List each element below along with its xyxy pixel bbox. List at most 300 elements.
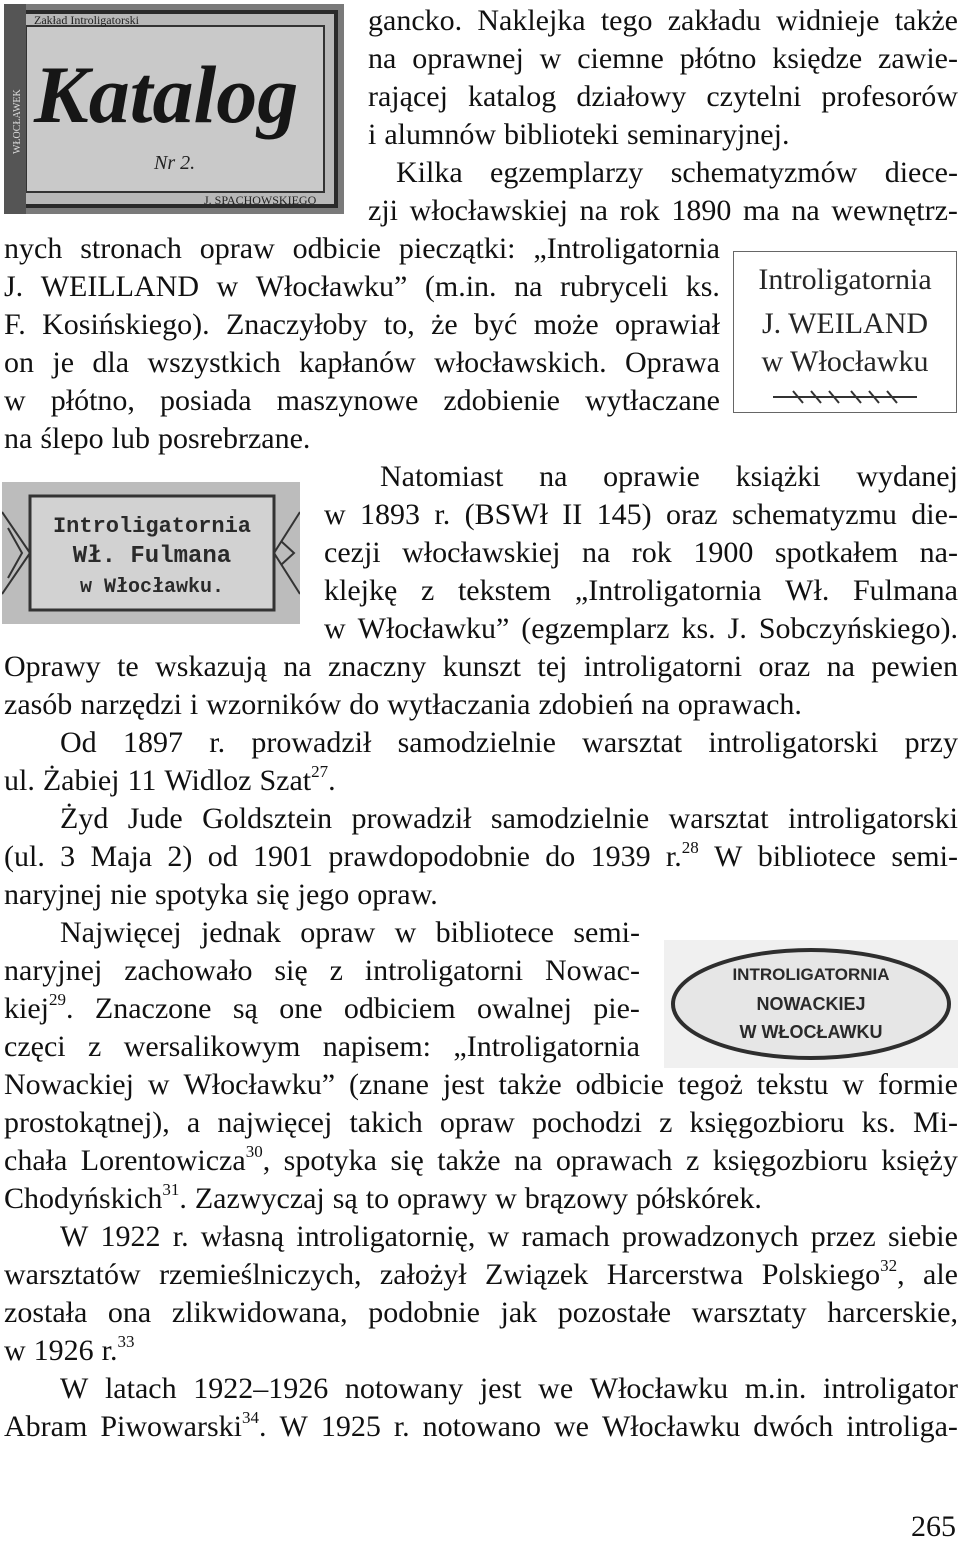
word-group bbox=[283, 648, 311, 686]
word-group bbox=[43, 762, 120, 800]
word: na- bbox=[919, 536, 958, 569]
word-group bbox=[101, 1218, 161, 1256]
word-group bbox=[671, 154, 858, 192]
word-group bbox=[333, 1180, 358, 1218]
word-group bbox=[545, 838, 575, 876]
word-group bbox=[90, 838, 152, 876]
word-group bbox=[593, 990, 640, 1028]
word: czytelni bbox=[706, 80, 802, 113]
word: posiada bbox=[159, 384, 252, 417]
word-group bbox=[501, 1294, 538, 1332]
word-group bbox=[195, 1180, 325, 1218]
text-line bbox=[4, 990, 640, 1028]
word: II bbox=[562, 498, 583, 531]
word-group bbox=[521, 610, 669, 648]
word: przez bbox=[810, 1220, 876, 1253]
word-group bbox=[158, 420, 310, 458]
label-line-1: Introligatornia bbox=[52, 514, 252, 539]
text-line bbox=[4, 420, 720, 458]
word-group bbox=[582, 534, 610, 572]
text-line bbox=[4, 1104, 958, 1142]
word-group bbox=[434, 496, 450, 534]
word: pewien bbox=[871, 650, 958, 683]
word: z bbox=[87, 1030, 102, 1063]
word: oprawnej bbox=[412, 42, 524, 75]
word-group bbox=[324, 610, 346, 648]
word-group bbox=[4, 1180, 187, 1218]
word-group bbox=[108, 1294, 151, 1332]
word-group bbox=[842, 1066, 864, 1104]
word-group bbox=[330, 952, 343, 990]
word: . bbox=[66, 992, 74, 1025]
word-group bbox=[4, 1104, 170, 1142]
word: 1901 bbox=[253, 840, 314, 873]
word-group bbox=[4, 1142, 67, 1180]
word: jednak bbox=[200, 916, 281, 949]
word-group bbox=[785, 572, 829, 610]
word-group bbox=[4, 1294, 87, 1332]
word: a bbox=[186, 1106, 201, 1139]
word-group bbox=[357, 876, 438, 914]
word-group bbox=[575, 572, 762, 610]
word-group bbox=[560, 268, 668, 306]
word-group bbox=[443, 648, 521, 686]
word: została bbox=[4, 1296, 88, 1329]
word-group bbox=[627, 116, 789, 154]
word-group bbox=[4, 268, 23, 306]
stamp-line-1: Introligatornia bbox=[758, 263, 932, 296]
word: notowano bbox=[422, 1410, 541, 1443]
word: 1897 bbox=[122, 726, 183, 759]
word: dla bbox=[92, 346, 130, 379]
word: jest bbox=[479, 1372, 522, 1405]
word-group bbox=[853, 572, 958, 610]
word: pie- bbox=[593, 992, 640, 1025]
word: kiej bbox=[4, 992, 49, 1025]
word-group bbox=[573, 914, 640, 952]
word-group bbox=[736, 458, 821, 496]
text-line bbox=[60, 1218, 958, 1256]
word-group bbox=[124, 952, 252, 990]
word: prowadzonych bbox=[621, 1220, 799, 1253]
text-line bbox=[4, 762, 958, 800]
word-group bbox=[368, 2, 462, 40]
word-group bbox=[625, 344, 720, 382]
word-group bbox=[678, 1066, 743, 1104]
footnote-marker: 29 bbox=[49, 990, 66, 1009]
word: oprawach bbox=[555, 1144, 673, 1177]
word: Włocławku” bbox=[183, 1068, 336, 1101]
word: w bbox=[842, 1068, 865, 1101]
word: w bbox=[539, 42, 562, 75]
word-group bbox=[762, 1256, 905, 1294]
word: , bbox=[897, 1258, 905, 1291]
word-group bbox=[80, 230, 182, 268]
footnote-marker: 32 bbox=[880, 1256, 898, 1275]
word: Sobczyńskiego). bbox=[758, 612, 958, 645]
word-group bbox=[251, 724, 371, 762]
word-group bbox=[4, 1028, 66, 1066]
word: diece- bbox=[884, 156, 958, 189]
word: katalog bbox=[467, 80, 557, 113]
word: r. bbox=[393, 1410, 410, 1443]
word: i bbox=[189, 688, 199, 721]
word: Natomiast bbox=[380, 460, 504, 493]
text-line bbox=[4, 1256, 958, 1294]
text-line bbox=[368, 2, 958, 40]
word-group bbox=[42, 306, 210, 344]
word-group bbox=[757, 1066, 829, 1104]
word-group bbox=[172, 1294, 348, 1332]
word-group bbox=[60, 914, 182, 952]
word-group bbox=[155, 876, 248, 914]
word-group bbox=[821, 78, 958, 116]
stamp-line-1: INTROLIGATORNIA bbox=[732, 965, 890, 984]
word-group bbox=[591, 838, 651, 876]
text-line bbox=[324, 572, 958, 610]
word: zasób bbox=[4, 688, 73, 721]
word: semi- bbox=[891, 840, 958, 873]
word-group bbox=[556, 1142, 673, 1180]
word-group bbox=[480, 1370, 522, 1408]
word-group bbox=[4, 306, 26, 344]
word-group bbox=[686, 268, 720, 306]
word-group bbox=[920, 534, 958, 572]
word: prowadził bbox=[251, 726, 372, 759]
word: pieczątki: bbox=[398, 232, 516, 265]
word-group bbox=[4, 1332, 26, 1370]
word: rok bbox=[631, 536, 672, 569]
word: schematyzmu bbox=[731, 498, 897, 531]
text-line bbox=[4, 1180, 958, 1218]
label-caption-text: Zakład Introligatorski bbox=[34, 13, 139, 27]
word: z bbox=[329, 954, 343, 987]
word-group bbox=[443, 382, 560, 420]
word: prostokątnej), bbox=[4, 1106, 170, 1139]
word-group bbox=[545, 952, 640, 990]
word: die- bbox=[911, 498, 958, 531]
word: działowy bbox=[576, 80, 687, 113]
word-group bbox=[680, 40, 757, 78]
word-group bbox=[811, 1218, 876, 1256]
word: na bbox=[4, 422, 33, 455]
word-group bbox=[390, 1142, 423, 1180]
word: może bbox=[533, 308, 599, 341]
text-line bbox=[60, 914, 640, 952]
footnote-marker: 34 bbox=[241, 1408, 259, 1427]
word: 1890 bbox=[671, 194, 732, 227]
text-line bbox=[324, 610, 958, 648]
word-group bbox=[217, 268, 239, 306]
word-group bbox=[193, 1370, 328, 1408]
word-group bbox=[201, 914, 281, 952]
katalog-label-image bbox=[4, 4, 344, 214]
word: w bbox=[324, 612, 346, 645]
word: bibliotece bbox=[757, 840, 876, 873]
word-group bbox=[396, 154, 463, 192]
word: zdobienie bbox=[443, 384, 560, 417]
word: księży bbox=[881, 1144, 958, 1177]
word-group bbox=[398, 724, 556, 762]
word-group bbox=[437, 1142, 500, 1180]
word: najwięcej bbox=[217, 1106, 333, 1139]
word-group bbox=[201, 1218, 284, 1256]
word: seminaryjnej. bbox=[627, 118, 790, 151]
word-group bbox=[4, 648, 101, 686]
word-group bbox=[678, 686, 802, 724]
word: oraz bbox=[758, 650, 811, 683]
word-group bbox=[490, 154, 643, 192]
word-group bbox=[666, 838, 699, 876]
text-line bbox=[368, 116, 958, 154]
word: ul. bbox=[4, 764, 35, 797]
word: 1926 bbox=[33, 1334, 94, 1367]
word-group bbox=[368, 40, 396, 78]
word: 1925 bbox=[320, 1410, 381, 1443]
word: opraw bbox=[199, 232, 275, 265]
word: Jude bbox=[127, 802, 183, 835]
word: zji bbox=[368, 194, 398, 227]
word: na bbox=[514, 1144, 543, 1177]
word: naryjnej bbox=[4, 878, 103, 911]
word: oprawy bbox=[397, 1182, 488, 1215]
word: opraw bbox=[439, 1106, 515, 1139]
word-group bbox=[324, 572, 397, 610]
word: w bbox=[495, 1182, 517, 1215]
word-group bbox=[620, 192, 660, 230]
word: formie bbox=[877, 1068, 958, 1101]
word: zawie- bbox=[878, 42, 958, 75]
footnote-marker: 27 bbox=[311, 762, 329, 781]
word-group bbox=[514, 268, 542, 306]
word: pochodzi bbox=[531, 1106, 642, 1139]
word: na bbox=[283, 650, 312, 683]
word: bibliotece bbox=[435, 916, 554, 949]
word: Żabiej bbox=[42, 764, 120, 797]
word: semi- bbox=[573, 916, 640, 949]
word-group bbox=[100, 1408, 266, 1446]
word: latach bbox=[104, 1372, 177, 1405]
word-group bbox=[102, 1332, 135, 1370]
word: 1922 bbox=[100, 1220, 161, 1253]
label-maker-text: J. SPACHOWSKIEGO bbox=[204, 193, 317, 207]
label-line-3: w Włocławku. bbox=[79, 576, 225, 599]
word: Piwowarski bbox=[100, 1410, 242, 1443]
text-line bbox=[368, 40, 958, 78]
text-line bbox=[4, 1294, 958, 1332]
word: Wł. bbox=[785, 574, 830, 607]
word: F. bbox=[4, 308, 26, 341]
word-group bbox=[537, 648, 567, 686]
text-line bbox=[368, 78, 958, 116]
word: . bbox=[328, 764, 336, 797]
word: Kosińskiego). bbox=[42, 308, 210, 341]
word: dwóch bbox=[753, 1410, 834, 1443]
word-group bbox=[538, 1370, 573, 1408]
word: we bbox=[538, 1372, 574, 1405]
word-group bbox=[349, 1104, 422, 1142]
word: Widloz bbox=[164, 764, 252, 797]
word: ona bbox=[107, 1296, 152, 1329]
word-group bbox=[554, 1408, 589, 1446]
word: wytłaczania bbox=[387, 688, 531, 721]
word-group bbox=[124, 1028, 301, 1066]
word-group bbox=[514, 1142, 542, 1180]
word: (znane bbox=[349, 1068, 429, 1101]
word: rającej bbox=[368, 80, 448, 113]
word: wewnętrz- bbox=[831, 194, 958, 227]
text-line bbox=[60, 1370, 958, 1408]
word: , bbox=[262, 1144, 271, 1177]
word-group bbox=[4, 1066, 134, 1104]
word-group bbox=[636, 1180, 762, 1218]
word: biblioteki bbox=[504, 118, 619, 151]
word-group bbox=[913, 1104, 958, 1142]
word: harcerskie, bbox=[827, 1296, 958, 1329]
word: kapłanów bbox=[299, 346, 416, 379]
word-group bbox=[743, 192, 780, 230]
text-line bbox=[4, 344, 720, 382]
word-group bbox=[4, 990, 74, 1028]
word: warsztaty bbox=[691, 1296, 807, 1329]
word: brązowy bbox=[524, 1182, 629, 1215]
word-group bbox=[410, 192, 568, 230]
word: wydanej bbox=[856, 460, 958, 493]
text-line bbox=[4, 382, 720, 420]
text-line bbox=[4, 1408, 958, 1446]
word-group bbox=[562, 496, 582, 534]
footnote-marker: 31 bbox=[162, 1180, 180, 1199]
word-group bbox=[274, 952, 307, 990]
word: w bbox=[147, 1068, 170, 1101]
word: Polskiego bbox=[761, 1258, 881, 1291]
word-group bbox=[4, 1256, 141, 1294]
word-group bbox=[183, 1066, 335, 1104]
word: Oprawa bbox=[625, 346, 720, 379]
word-group bbox=[745, 1370, 807, 1408]
word: Nowackiej bbox=[4, 1068, 134, 1101]
word-group bbox=[666, 496, 718, 534]
word: r. bbox=[434, 498, 451, 531]
word: do bbox=[545, 840, 576, 873]
word: notowany bbox=[344, 1372, 464, 1405]
word: tej bbox=[537, 650, 568, 683]
word: 11 bbox=[127, 764, 157, 797]
word-group bbox=[321, 1408, 381, 1446]
word-group bbox=[217, 1104, 332, 1142]
word-group bbox=[693, 534, 753, 572]
text-line bbox=[60, 724, 958, 762]
word: z bbox=[420, 574, 435, 607]
text-line bbox=[4, 838, 958, 876]
word-group bbox=[668, 2, 761, 40]
word: Abram bbox=[4, 1410, 88, 1443]
word-group bbox=[160, 382, 252, 420]
word: oprawiał bbox=[614, 308, 720, 341]
text-line bbox=[324, 496, 958, 534]
word: introligatorski bbox=[787, 802, 958, 835]
word: Związek bbox=[484, 1258, 589, 1291]
word-group bbox=[522, 1218, 610, 1256]
word: Szat bbox=[259, 764, 312, 797]
word-group bbox=[923, 1256, 958, 1294]
word: zlikwidowana, bbox=[171, 1296, 348, 1329]
text-line bbox=[4, 686, 958, 724]
word-group bbox=[585, 382, 720, 420]
word-group bbox=[368, 116, 376, 154]
word-group bbox=[190, 686, 198, 724]
word: 1893 bbox=[360, 498, 421, 531]
word-group bbox=[846, 1408, 958, 1446]
text-line bbox=[4, 876, 958, 914]
text-line bbox=[380, 458, 958, 496]
word-group bbox=[532, 1104, 642, 1142]
word-group bbox=[324, 496, 346, 534]
word: Fulmana bbox=[852, 574, 958, 607]
word: posrebrzane. bbox=[158, 422, 311, 455]
text-line bbox=[4, 1332, 958, 1370]
word-group bbox=[187, 1104, 200, 1142]
word: także bbox=[437, 1144, 501, 1177]
word: płótno bbox=[679, 42, 757, 75]
word: Najwięcej bbox=[60, 916, 182, 949]
word-group bbox=[827, 1294, 958, 1332]
word: podobnie bbox=[368, 1296, 480, 1329]
word-group bbox=[117, 648, 139, 686]
word: Kilka bbox=[396, 156, 463, 189]
word: ma bbox=[742, 194, 780, 227]
word-group bbox=[458, 572, 551, 610]
word: spotyka bbox=[154, 878, 249, 911]
word-group bbox=[52, 344, 74, 382]
word: się bbox=[390, 1144, 424, 1177]
text-line bbox=[4, 230, 720, 268]
word: „Introligatornia bbox=[533, 232, 720, 265]
word-group bbox=[607, 1256, 744, 1294]
word: spotkałem bbox=[774, 536, 899, 569]
word: opraw. bbox=[357, 878, 438, 911]
word: . bbox=[258, 1410, 267, 1443]
word-group bbox=[776, 2, 879, 40]
word-group bbox=[4, 230, 62, 268]
word: być bbox=[474, 308, 518, 341]
word-group bbox=[380, 1256, 467, 1294]
word-group bbox=[576, 1066, 664, 1104]
word-group bbox=[256, 268, 408, 306]
footnote-marker: 28 bbox=[681, 838, 699, 857]
word-group bbox=[862, 1104, 896, 1142]
text-line bbox=[4, 1066, 958, 1104]
word-group bbox=[436, 914, 554, 952]
word: kunszt bbox=[442, 650, 521, 683]
word: znaczny bbox=[327, 650, 427, 683]
word-group bbox=[669, 800, 769, 838]
word-group bbox=[468, 78, 556, 116]
word: płótno, bbox=[50, 384, 135, 417]
word-group bbox=[41, 268, 199, 306]
word-group bbox=[112, 420, 150, 458]
word-group bbox=[345, 1370, 463, 1408]
word: na bbox=[581, 536, 611, 569]
word: w bbox=[4, 384, 26, 417]
word: na bbox=[641, 688, 670, 721]
word-group bbox=[686, 1142, 699, 1180]
word: własną bbox=[200, 1220, 285, 1253]
word: w bbox=[324, 498, 346, 531]
word: półskórek. bbox=[636, 1182, 762, 1215]
katalog-script-text: Katalog bbox=[34, 49, 299, 140]
word-group bbox=[434, 344, 606, 382]
